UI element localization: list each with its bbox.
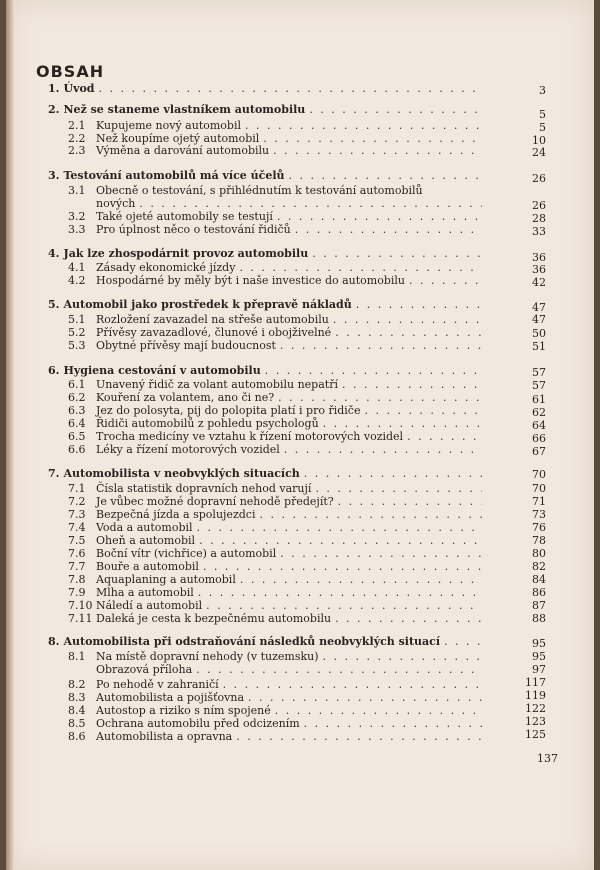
toc-section-row <box>68 717 486 730</box>
toc-section-row <box>68 495 486 508</box>
toc-dot-leader <box>196 663 482 676</box>
toc-page-number: 71 <box>532 495 546 508</box>
toc-entry-number: 4. <box>48 247 60 260</box>
toc-dot-leader <box>364 404 482 417</box>
toc-page-number: 42 <box>532 276 546 289</box>
toc-page-number: 5 <box>539 121 546 134</box>
toc-section-row <box>68 417 486 430</box>
toc-entry-number: 7.6 <box>68 547 86 560</box>
toc-page-number: 122 <box>525 702 546 715</box>
toc-dot-leader <box>338 495 482 508</box>
toc-chapter-row <box>48 467 486 480</box>
toc-entry-label: Než se staneme vlastníkem automobilu <box>63 103 306 116</box>
toc-entry-label: nových <box>96 197 136 210</box>
toc-entry-label: Oheň a automobil <box>96 534 196 547</box>
toc-chapter-row <box>48 247 486 260</box>
toc-dot-leader <box>203 560 482 573</box>
toc-section-row <box>68 586 486 599</box>
toc-entry-label: Daleká je cesta k bezpečnému automobilu <box>96 612 332 625</box>
toc-entry-number: 4.1 <box>68 261 86 274</box>
toc-dot-leader <box>259 508 482 521</box>
toc-entry-number: 8.1 <box>68 650 86 663</box>
toc-entry-number: 5. <box>48 298 60 311</box>
toc-page-number: 24 <box>532 146 546 159</box>
toc-section-row <box>68 184 486 197</box>
toc-entry-label: Automobilista v neobvyklých situacích <box>63 467 300 480</box>
toc-entry-label: Obytné přívěsy mají budoucnost <box>96 339 276 352</box>
book-page <box>6 0 594 870</box>
toc-dot-leader <box>239 261 482 274</box>
toc-entry-number: 8.3 <box>68 691 86 704</box>
toc-entry-label: Výměna a darování automobilu <box>96 144 270 157</box>
toc-dot-leader <box>284 443 482 456</box>
toc-entry-number: 7.9 <box>68 586 86 599</box>
toc-dot-leader <box>273 144 482 157</box>
toc-entry-number: 7.10 <box>68 599 93 612</box>
toc-chapter-row <box>48 103 486 116</box>
toc-entry-number: 6.2 <box>68 391 86 404</box>
toc-dot-leader <box>277 210 482 223</box>
toc-page-number: 51 <box>532 340 546 353</box>
toc-page-number: 57 <box>532 366 546 379</box>
toc-page-number: 86 <box>532 586 546 599</box>
toc-entry-number: 7.3 <box>68 508 86 521</box>
toc-dot-leader <box>275 704 482 717</box>
toc-dot-leader <box>335 326 482 339</box>
toc-entry-number: 6.4 <box>68 417 86 430</box>
toc-page-number: 117 <box>525 676 546 689</box>
toc-page-number: 67 <box>532 445 546 458</box>
toc-chapter-row <box>48 635 486 648</box>
toc-entry-number: 7.7 <box>68 560 86 573</box>
toc-section-row <box>68 730 486 743</box>
toc-section-row <box>68 261 486 274</box>
toc-entry-number: 1. <box>48 82 60 95</box>
toc-entry-label: Hygiena cestování v automobilu <box>63 364 261 377</box>
toc-entry-number: 3.2 <box>68 210 86 223</box>
table-of-contents <box>6 0 594 870</box>
toc-dot-leader <box>139 197 482 210</box>
toc-section-row <box>68 404 486 417</box>
toc-page-number: 84 <box>532 573 546 586</box>
toc-dot-leader <box>280 547 482 560</box>
toc-section-row <box>68 508 486 521</box>
toc-section-row <box>68 378 486 391</box>
toc-section-row <box>68 197 486 210</box>
toc-entry-number: 6.1 <box>68 378 86 391</box>
toc-entry-number: 3.1 <box>68 184 86 197</box>
toc-dot-leader <box>323 417 482 430</box>
toc-page-number: 50 <box>532 327 546 340</box>
toc-entry-label: Obecně o testování, s přihlédnutím k testování automobilů <box>96 184 423 197</box>
toc-page-number: 97 <box>532 663 546 676</box>
toc-page-number: 33 <box>532 225 546 238</box>
toc-chapter-row <box>48 298 486 311</box>
toc-entry-label: Kouření za volantem, ano či ne? <box>96 391 275 404</box>
toc-entry-number: 7.8 <box>68 573 86 586</box>
toc-entry-number: 2.2 <box>68 132 86 145</box>
toc-entry-number: 7.1 <box>68 482 86 495</box>
toc-section-row <box>68 274 486 287</box>
toc-entry-label: Náledí a automobil <box>96 599 203 612</box>
toc-entry-number: 7.4 <box>68 521 86 534</box>
toc-entry-number: 5.1 <box>68 313 86 326</box>
toc-dot-leader <box>444 635 482 648</box>
toc-dot-leader <box>323 650 482 663</box>
toc-entry-number: 8.2 <box>68 678 86 691</box>
toc-entry-label: Testování automobilů má více účelů <box>63 169 285 182</box>
toc-section-row <box>68 691 486 704</box>
toc-section-row <box>68 391 486 404</box>
toc-dot-leader <box>245 119 482 132</box>
toc-page-number: 57 <box>532 379 546 392</box>
toc-page-number: 3 <box>539 84 546 97</box>
toc-section-row <box>68 534 486 547</box>
toc-section-row <box>68 678 486 691</box>
toc-dot-leader <box>312 247 482 260</box>
toc-dot-leader <box>223 678 482 691</box>
toc-section-row <box>68 704 486 717</box>
toc-page-number: 95 <box>532 637 546 650</box>
toc-entry-label: Automobilista a opravna <box>96 730 233 743</box>
toc-page-number: 70 <box>532 468 546 481</box>
toc-dot-leader <box>315 482 482 495</box>
toc-page-number: 119 <box>525 689 546 702</box>
toc-entry-number: 7.5 <box>68 534 86 547</box>
toc-entry-label: Je vůbec možné dopravní nehodě předejít? <box>96 495 334 508</box>
toc-entry-number: 2.3 <box>68 144 86 157</box>
toc-entry-label: Zásady ekonomické jízdy <box>96 261 236 274</box>
toc-entry-label: Než koupíme ojetý automobil <box>96 132 260 145</box>
toc-dot-leader <box>356 298 482 311</box>
toc-page-number: 10 <box>532 134 546 147</box>
toc-entry-number: 4.2 <box>68 274 86 287</box>
toc-dot-leader <box>240 573 482 586</box>
toc-page-number: 88 <box>532 612 546 625</box>
toc-dot-leader <box>304 467 482 480</box>
toc-chapter-row <box>48 364 486 377</box>
toc-dot-leader <box>248 691 482 704</box>
toc-dot-leader <box>99 82 483 95</box>
toc-entry-label: Aquaplaning a automobil <box>96 573 236 586</box>
toc-dot-leader <box>295 223 482 236</box>
toc-entry-label: Obrazová příloha <box>96 663 193 676</box>
toc-entry-number: 6. <box>48 364 60 377</box>
toc-section-row <box>68 144 486 157</box>
toc-entry-number: 2. <box>48 103 60 116</box>
toc-entry-number: 6.3 <box>68 404 86 417</box>
toc-chapter-row <box>48 82 486 95</box>
toc-section-row <box>68 430 486 443</box>
toc-dot-leader <box>289 169 483 182</box>
toc-entry-number: 7. <box>48 467 60 480</box>
toc-dot-leader <box>407 430 482 443</box>
toc-page-number: 61 <box>532 393 546 406</box>
toc-page-number: 87 <box>532 599 546 612</box>
final-page-number: 137 <box>537 752 558 765</box>
toc-dot-leader <box>198 586 482 599</box>
toc-page-number: 78 <box>532 534 546 547</box>
toc-entry-label: Automobilista při odstraňování následků neobvyklých situací <box>63 635 441 648</box>
toc-entry-label: Bouře a automobil <box>96 560 199 573</box>
toc-dot-leader <box>265 364 482 377</box>
toc-dot-leader <box>333 313 482 326</box>
toc-page-number: 123 <box>525 715 546 728</box>
toc-dot-leader <box>409 274 482 287</box>
toc-entry-label: Pro úplnost něco o testování řidičů <box>96 223 291 236</box>
toc-entry-number: 3. <box>48 169 60 182</box>
toc-section-row <box>68 650 486 663</box>
toc-entry-number: 5.3 <box>68 339 86 352</box>
toc-entry-label: Na místě dopravní nehody (v tuzemsku) <box>96 650 319 663</box>
toc-dot-leader <box>342 378 482 391</box>
toc-dot-leader <box>280 339 482 352</box>
toc-entry-label: Přívěsy zavazadlové, člunové i obojživelné <box>96 326 332 339</box>
toc-section-row <box>68 560 486 573</box>
toc-page-number: 70 <box>532 482 546 495</box>
toc-entry-label: Boční vítr (vichřice) a automobil <box>96 547 277 560</box>
toc-entry-number: 8.6 <box>68 730 86 743</box>
toc-page-number: 82 <box>532 560 546 573</box>
toc-page-number: 80 <box>532 547 546 560</box>
toc-section-row <box>68 482 486 495</box>
toc-page-number: 28 <box>532 212 546 225</box>
toc-entry-label: Jak lze zhospodárnit provoz automobilu <box>63 247 309 260</box>
toc-section-row <box>68 443 486 456</box>
toc-entry-label: Trocha medicíny ve vztahu k řízení motorových vozidel <box>96 430 404 443</box>
toc-dot-leader <box>335 612 482 625</box>
toc-entry-label: Automobilista a pojišťovna <box>96 691 245 704</box>
toc-section-row <box>68 599 486 612</box>
toc-entry-number: 3.3 <box>68 223 86 236</box>
toc-page-number: 64 <box>532 419 546 432</box>
toc-chapter-row <box>48 169 486 182</box>
toc-entry-label: Jez do polosyta, pij do polopita platí i pro řidiče <box>96 404 361 417</box>
toc-entry-number: 8.4 <box>68 704 86 717</box>
toc-page-number: 73 <box>532 508 546 521</box>
toc-page-number: 62 <box>532 406 546 419</box>
toc-entry-label: Autostop a riziko s ním spojené <box>96 704 271 717</box>
toc-dot-leader <box>206 599 482 612</box>
toc-entry-number: 7.2 <box>68 495 86 508</box>
toc-dot-leader <box>236 730 482 743</box>
toc-entry-label: Mlha a automobil <box>96 586 194 599</box>
toc-entry-label: Čísla statistik dopravních nehod varují <box>96 482 312 495</box>
toc-entry-label: Také ojeté automobily se testují <box>96 210 273 223</box>
toc-entry-label: Po nehodě v zahraničí <box>96 678 219 691</box>
toc-page-number: 47 <box>532 301 546 314</box>
toc-page-number: 26 <box>532 172 546 185</box>
toc-entry-label: Automobil jako prostředek k přepravě nákladů <box>63 298 352 311</box>
toc-section-row <box>68 326 486 339</box>
toc-page-number: 76 <box>532 521 546 534</box>
toc-entry-label: Léky a řízení motorových vozidel <box>96 443 280 456</box>
toc-dot-leader <box>309 103 482 116</box>
toc-page-number: 26 <box>532 199 546 212</box>
toc-section-row <box>68 223 486 236</box>
toc-entry-number: 5.2 <box>68 326 86 339</box>
toc-entry-number: 6.5 <box>68 430 86 443</box>
toc-dot-leader <box>304 717 482 730</box>
toc-entry-label: Rozložení zavazadel na střeše automobilu <box>96 313 329 326</box>
toc-section-row <box>68 663 486 676</box>
toc-dot-leader <box>278 391 482 404</box>
toc-section-row <box>68 521 486 534</box>
toc-page-number: 47 <box>532 313 546 326</box>
toc-page-number: 125 <box>525 728 546 741</box>
toc-section-row <box>68 339 486 352</box>
toc-page-number: 36 <box>532 251 546 264</box>
toc-entry-label: Řidiči automobilů z pohledu psychologů <box>96 417 319 430</box>
toc-section-row <box>68 573 486 586</box>
toc-section-row <box>68 210 486 223</box>
toc-entry-label: Úvod <box>63 82 95 95</box>
toc-entry-label: Unavený řidič za volant automobilu nepatří <box>96 378 338 391</box>
toc-dot-leader <box>197 521 482 534</box>
toc-entry-number: 8. <box>48 635 60 648</box>
toc-entry-label: Ochrana automobilu před odcizením <box>96 717 300 730</box>
toc-page-number: 5 <box>539 108 546 121</box>
toc-page-number: 36 <box>532 263 546 276</box>
page-title: OBSAH <box>36 62 105 81</box>
toc-entry-label: Hospodárné by měly být i naše investice do automobilu <box>96 274 406 287</box>
toc-page-number: 66 <box>532 432 546 445</box>
toc-section-row <box>68 313 486 326</box>
toc-entry-number: 2.1 <box>68 119 86 132</box>
toc-entry-number: 8.5 <box>68 717 86 730</box>
toc-section-row <box>68 119 486 132</box>
toc-entry-number: 6.6 <box>68 443 86 456</box>
toc-entry-label: Bezpečná jízda a spolujezdci <box>96 508 256 521</box>
toc-dot-leader <box>199 534 482 547</box>
toc-section-row <box>68 612 486 625</box>
toc-entry-label: Kupujeme nový automobil <box>96 119 241 132</box>
toc-section-row <box>68 547 486 560</box>
toc-entry-label: Voda a automobil <box>96 521 193 534</box>
toc-entry-number: 7.11 <box>68 612 93 625</box>
toc-page-number: 95 <box>532 650 546 663</box>
